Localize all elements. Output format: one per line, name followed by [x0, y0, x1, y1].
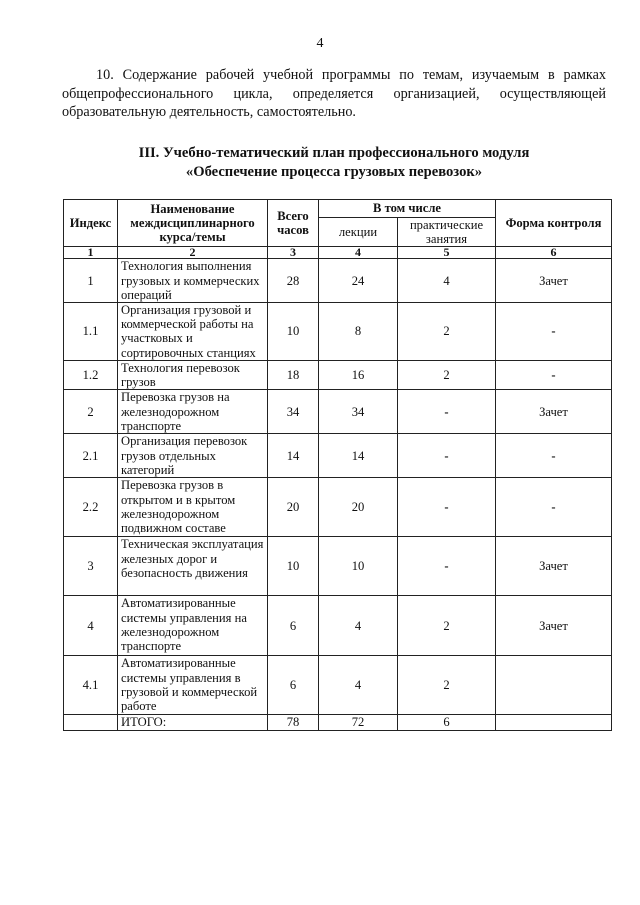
- row-control: -: [496, 361, 612, 390]
- table-row: [64, 390, 612, 434]
- table-row: [64, 361, 612, 390]
- row-lectures: 20: [319, 478, 398, 537]
- table-row: [64, 478, 612, 537]
- row-index: 1: [64, 259, 118, 303]
- row-practical: 2: [398, 303, 496, 361]
- table-row: [64, 596, 612, 656]
- row-name: Организация грузовой и коммерческой работы на участковых и сортировочных станциях: [118, 303, 268, 361]
- column-number: 5: [398, 247, 496, 259]
- row-lectures: 14: [319, 434, 398, 478]
- header-practical: практические занятия: [398, 218, 496, 247]
- row-lectures: 10: [319, 537, 398, 596]
- row-practical: -: [398, 434, 496, 478]
- row-lectures: 4: [319, 656, 398, 715]
- row-control: -: [496, 303, 612, 361]
- row-index: 1.1: [64, 303, 118, 361]
- column-number: 2: [118, 247, 268, 259]
- row-total: 10: [268, 303, 319, 361]
- row-control: -: [496, 434, 612, 478]
- row-practical: -: [398, 390, 496, 434]
- header-including: В том числе: [319, 200, 496, 218]
- row-total: 18: [268, 361, 319, 390]
- row-control: -: [496, 478, 612, 537]
- section-title-line-2: «Обеспечение процесса грузовых перевозок»: [185, 164, 483, 180]
- total-lectures: 72: [319, 715, 398, 730]
- total-label: ИТОГО:: [118, 715, 268, 730]
- column-number: 3: [268, 247, 319, 259]
- row-name: Технология перевозок грузов: [118, 361, 268, 390]
- total-hours: 78: [268, 715, 319, 730]
- column-number: 6: [496, 247, 612, 259]
- table-row: [64, 656, 612, 715]
- row-total: 6: [268, 596, 319, 656]
- row-practical: -: [398, 537, 496, 596]
- row-practical: -: [398, 478, 496, 537]
- total-practical: 6: [398, 715, 496, 730]
- row-index: 1.2: [64, 361, 118, 390]
- row-index: 2: [64, 390, 118, 434]
- row-index: 3: [64, 537, 118, 596]
- total-control: [496, 715, 612, 730]
- row-practical: 2: [398, 596, 496, 656]
- table-row: [64, 537, 612, 596]
- row-total: 34: [268, 390, 319, 434]
- header-index: Индекс: [64, 200, 118, 247]
- row-total: 20: [268, 478, 319, 537]
- row-index: 4: [64, 596, 118, 656]
- row-lectures: 8: [319, 303, 398, 361]
- row-total: 6: [268, 656, 319, 715]
- row-practical: 2: [398, 656, 496, 715]
- section-title-line-1: III. Учебно-тематический план профессионального модуля: [138, 145, 530, 161]
- row-total: 14: [268, 434, 319, 478]
- row-name: Автоматизированные системы управления в грузовой и коммерческой работе: [118, 656, 268, 715]
- row-index: 2.2: [64, 478, 118, 537]
- row-lectures: 4: [319, 596, 398, 656]
- page-number: 4: [316, 36, 324, 51]
- row-control: Зачет: [496, 537, 612, 596]
- curriculum-table: [63, 199, 612, 731]
- header-control: Форма контроля: [496, 200, 612, 247]
- table-row: [64, 259, 612, 303]
- row-name: Технология выполнения грузовых и коммерческих операций: [118, 259, 268, 303]
- row-control: Зачет: [496, 259, 612, 303]
- table-row: [64, 303, 612, 361]
- row-name: Организация перевозок грузов отдельных категорий: [118, 434, 268, 478]
- row-name: Техническая эксплуатация железных дорог и безопасность движения: [118, 537, 268, 596]
- row-name: Перевозка грузов в открытом и в крытом железнодорожном подвижном составе: [118, 478, 268, 537]
- table-row: [64, 434, 612, 478]
- row-control: Зачет: [496, 390, 612, 434]
- row-practical: 4: [398, 259, 496, 303]
- row-practical: 2: [398, 361, 496, 390]
- row-control: [496, 656, 612, 715]
- header-name: Наименование междисциплинарного курса/темы: [118, 200, 268, 247]
- row-index: 2.1: [64, 434, 118, 478]
- column-number: 4: [319, 247, 398, 259]
- row-total: 10: [268, 537, 319, 596]
- intro-paragraph: 10. Содержание рабочей учебной программы по темам, изучаемым в рамках общепрофессионального цикла, определяется организацией, осуществляющей образовательную деятельность, самостоятельно.: [62, 67, 606, 120]
- row-lectures: 24: [319, 259, 398, 303]
- total-row: [64, 715, 612, 730]
- row-name: Перевозка грузов на железнодорожном транспорте: [118, 390, 268, 434]
- header-lectures: лекции: [319, 218, 398, 247]
- section-title: [62, 144, 606, 182]
- row-control: Зачет: [496, 596, 612, 656]
- row-lectures: 34: [319, 390, 398, 434]
- total-index: [64, 715, 118, 730]
- row-name: Автоматизированные системы управления на железнодорожном транспорте: [118, 596, 268, 656]
- row-total: 28: [268, 259, 319, 303]
- column-number: 1: [64, 247, 118, 259]
- row-lectures: 16: [319, 361, 398, 390]
- row-index: 4.1: [64, 656, 118, 715]
- header-total: Всего часов: [268, 200, 319, 247]
